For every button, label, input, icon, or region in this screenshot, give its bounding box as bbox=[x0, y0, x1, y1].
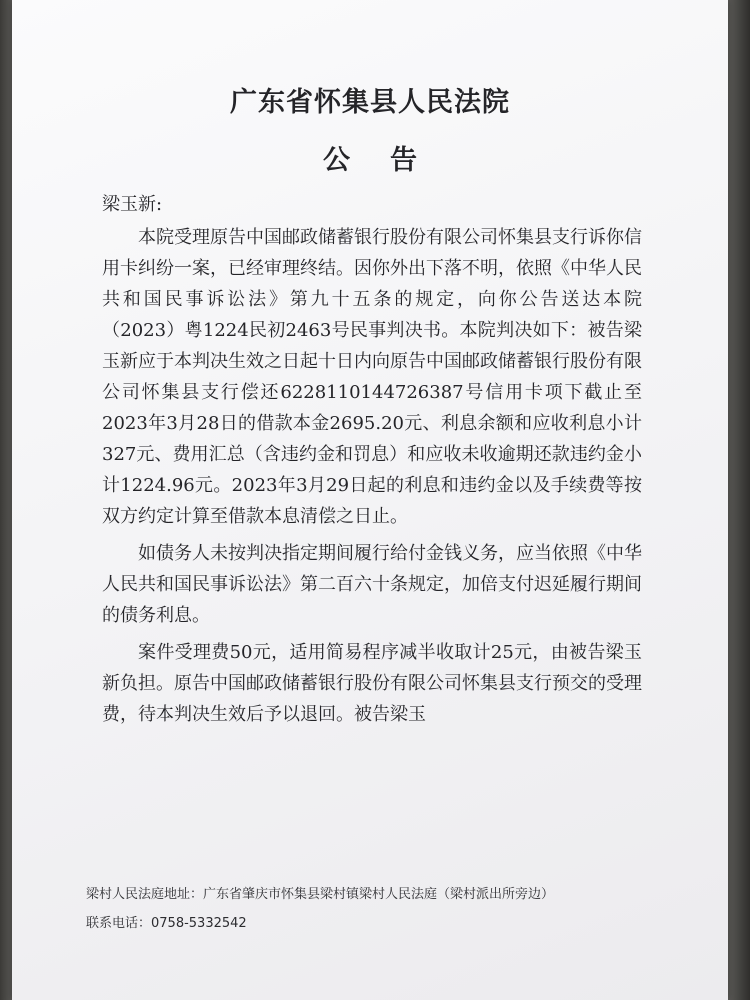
notice-paper bbox=[12, 0, 728, 1000]
court-contact-footer bbox=[86, 880, 554, 938]
paragraph-case-fee: 案件受理费50元，适用简易程序减半收取计25元，由被告梁玉新负担。原告中国邮政储蓄银行股份有限公司怀集县支行预交的受理费，待本判决生效后予以退回。被告梁玉 bbox=[102, 642, 642, 725]
contact-phone: 联系电话：0758-5332542 bbox=[86, 916, 247, 931]
paragraph-judgment: 本院受理原告中国邮政储蓄银行股份有限公司怀集县支行诉你信用卡纠纷一案，已经审理终结。因你外出下落不明，依照《中华人民共和国民事诉讼法》第九十五条的规定，向你公告送达本院（2023）粤1224民初2463号民事判决书。本院判决如下：被告梁玉新应于本判决生效之日起十日内向原告中国邮政储蓄银行股份有限公司怀集县支行偿还6228110144726387号信用卡项下截止至2023年3月28日的借款本金2695.20元、利息余额和应收利息小计327元、费用汇总（含违约金和罚息）和应收未收逾期还款违约金小计1224.96元。2023年3月29日起的利息和违约金以及手续费等按双方约定计算至借款本息清偿之日止。 bbox=[102, 227, 642, 527]
court-address: 梁村人民法庭地址：广东省肇庆市怀集县梁村镇梁村人民法庭（梁村派出所旁边） bbox=[86, 887, 555, 902]
background-right-edge bbox=[728, 0, 750, 1000]
notice-title: 公告 bbox=[323, 145, 457, 176]
notice-body bbox=[102, 222, 642, 730]
addressee: 梁玉新: bbox=[102, 194, 163, 215]
paragraph-delay-interest: 如债务人未按判决指定期间履行给付金钱义务，应当依照《中华人民共和国民事诉讼法》第二百六十条规定，加倍支付迟延履行期间的债务利息。 bbox=[102, 543, 642, 626]
court-name-heading: 广东省怀集县人民法院 bbox=[230, 87, 510, 118]
